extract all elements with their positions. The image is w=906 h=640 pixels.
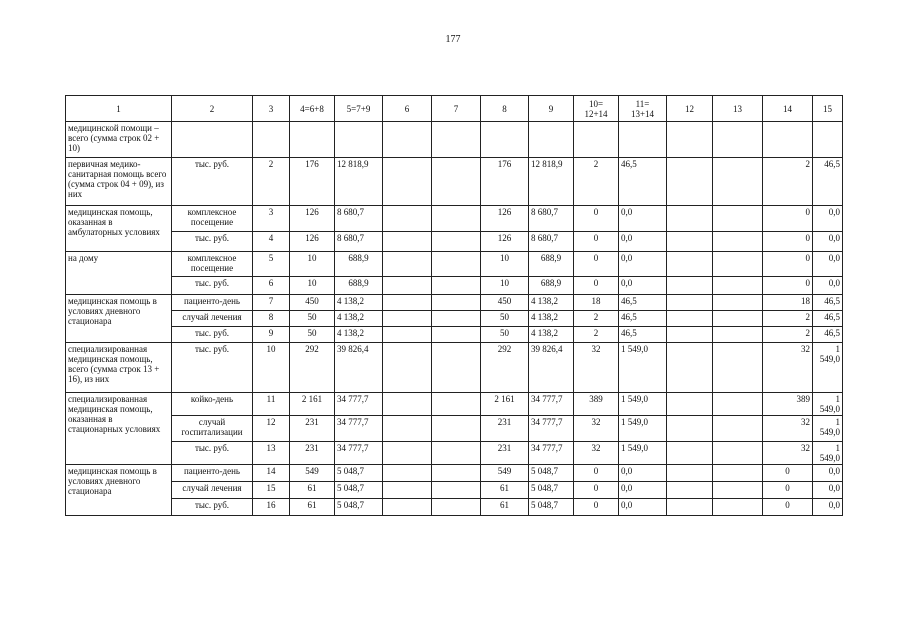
value-cell: 39 826,4 xyxy=(529,343,574,393)
value-cell: 46,5 xyxy=(619,311,667,327)
empty-cell xyxy=(383,252,432,277)
value-cell: 32 xyxy=(574,442,619,465)
empty-cell xyxy=(432,343,481,393)
value-cell: 2 xyxy=(763,311,813,327)
empty-cell xyxy=(432,465,481,482)
line-number-cell: 4 xyxy=(253,232,290,252)
value-cell: 231 xyxy=(481,442,529,465)
value-cell: 2 161 xyxy=(290,393,335,416)
empty-cell xyxy=(667,158,713,206)
value-cell: 0,0 xyxy=(619,465,667,482)
table-row xyxy=(66,416,843,442)
empty-cell xyxy=(667,499,713,516)
value-cell: 0 xyxy=(574,252,619,277)
row-label: специализированная медицинская помощь, всего (сумма строк 13 + 16), из них xyxy=(66,343,172,393)
value-cell: 34 777,7 xyxy=(529,442,574,465)
value-cell: 2 xyxy=(574,311,619,327)
value-cell xyxy=(290,122,335,158)
value-cell: 4 138,2 xyxy=(529,327,574,343)
unit-cell: случай госпитализации xyxy=(172,416,253,442)
value-cell: 389 xyxy=(763,393,813,416)
value-cell: 688,9 xyxy=(529,277,574,295)
empty-cell xyxy=(713,327,763,343)
empty-cell xyxy=(432,158,481,206)
value-cell: 0,0 xyxy=(619,232,667,252)
unit-cell: случай лечения xyxy=(172,311,253,327)
column-header: 11= 13+14 xyxy=(619,96,667,122)
line-number-cell: 16 xyxy=(253,499,290,516)
value-cell: 1 549,0 xyxy=(619,442,667,465)
line-number-cell: 12 xyxy=(253,416,290,442)
value-cell: 32 xyxy=(574,416,619,442)
value-cell: 5 048,7 xyxy=(529,482,574,499)
value-cell: 4 138,2 xyxy=(529,311,574,327)
value-cell xyxy=(574,122,619,158)
table-row xyxy=(66,499,843,516)
value-cell: 1 549,0 xyxy=(619,393,667,416)
unit-cell xyxy=(172,122,253,158)
value-cell: 0 xyxy=(763,482,813,499)
value-cell: 0 xyxy=(763,252,813,277)
value-cell: 292 xyxy=(481,343,529,393)
value-cell: 46,5 xyxy=(619,327,667,343)
column-header: 8 xyxy=(481,96,529,122)
empty-cell xyxy=(667,442,713,465)
line-number-cell: 2 xyxy=(253,158,290,206)
empty-cell xyxy=(432,232,481,252)
value-cell: 34 777,7 xyxy=(529,416,574,442)
value-cell: 231 xyxy=(290,442,335,465)
value-cell: 0,0 xyxy=(619,482,667,499)
empty-cell xyxy=(383,295,432,311)
value-cell: 126 xyxy=(290,232,335,252)
value-cell: 46,5 xyxy=(813,158,843,206)
table-row xyxy=(66,442,843,465)
empty-cell xyxy=(667,277,713,295)
value-cell: 61 xyxy=(481,499,529,516)
value-cell: 2 161 xyxy=(481,393,529,416)
table-row xyxy=(66,295,843,311)
unit-cell: тыс. руб. xyxy=(172,499,253,516)
line-number-cell: 11 xyxy=(253,393,290,416)
value-cell: 50 xyxy=(290,311,335,327)
table-row xyxy=(66,206,843,232)
value-cell: 8 680,7 xyxy=(529,206,574,232)
value-cell: 2 xyxy=(763,327,813,343)
unit-cell: тыс. руб. xyxy=(172,277,253,295)
value-cell: 389 xyxy=(574,393,619,416)
table-row xyxy=(66,158,843,206)
value-cell: 176 xyxy=(290,158,335,206)
value-cell: 0 xyxy=(574,482,619,499)
empty-cell xyxy=(713,158,763,206)
value-cell: 32 xyxy=(574,343,619,393)
row-label: медицинской помощи – всего (сумма строк 02 + 10) xyxy=(66,122,172,158)
table-row xyxy=(66,393,843,416)
value-cell: 5 048,7 xyxy=(529,499,574,516)
value-cell xyxy=(335,122,383,158)
empty-cell xyxy=(713,482,763,499)
value-cell: 46,5 xyxy=(813,327,843,343)
empty-cell xyxy=(667,122,713,158)
table-row xyxy=(66,465,843,482)
value-cell: 46,5 xyxy=(619,158,667,206)
value-cell: 0 xyxy=(763,232,813,252)
empty-cell xyxy=(383,277,432,295)
value-cell: 34 777,7 xyxy=(335,393,383,416)
row-label: специализированная медицинская помощь, оказанная в стационарных условиях xyxy=(66,393,172,465)
line-number-cell: 15 xyxy=(253,482,290,499)
value-cell: 50 xyxy=(481,327,529,343)
line-number-cell: 5 xyxy=(253,252,290,277)
value-cell: 0 xyxy=(763,277,813,295)
value-cell: 126 xyxy=(290,206,335,232)
value-cell: 549 xyxy=(290,465,335,482)
empty-cell xyxy=(713,311,763,327)
value-cell: 32 xyxy=(763,416,813,442)
empty-cell xyxy=(383,232,432,252)
value-cell: 0,0 xyxy=(813,252,843,277)
value-cell: 5 048,7 xyxy=(335,499,383,516)
empty-cell xyxy=(383,158,432,206)
value-cell: 39 826,4 xyxy=(335,343,383,393)
empty-cell xyxy=(667,393,713,416)
value-cell: 688,9 xyxy=(335,252,383,277)
value-cell: 0 xyxy=(574,499,619,516)
value-cell: 46,5 xyxy=(619,295,667,311)
unit-cell: пациенто-день xyxy=(172,295,253,311)
value-cell: 5 048,7 xyxy=(335,482,383,499)
empty-cell xyxy=(713,499,763,516)
unit-cell: комплексное посещение xyxy=(172,252,253,277)
value-cell: 5 048,7 xyxy=(335,465,383,482)
empty-cell xyxy=(383,393,432,416)
unit-cell: тыс. руб. xyxy=(172,232,253,252)
table-row xyxy=(66,311,843,327)
value-cell: 18 xyxy=(763,295,813,311)
value-cell: 1 549,0 xyxy=(813,343,843,393)
empty-cell xyxy=(713,232,763,252)
value-cell: 10 xyxy=(290,277,335,295)
value-cell: 0 xyxy=(574,277,619,295)
line-number-cell: 14 xyxy=(253,465,290,482)
empty-cell xyxy=(667,343,713,393)
empty-cell xyxy=(713,393,763,416)
value-cell: 50 xyxy=(481,311,529,327)
value-cell: 10 xyxy=(290,252,335,277)
value-cell: 1 549,0 xyxy=(619,416,667,442)
value-cell: 0,0 xyxy=(619,206,667,232)
value-cell: 176 xyxy=(481,158,529,206)
empty-cell xyxy=(667,311,713,327)
value-cell: 0 xyxy=(574,206,619,232)
value-cell xyxy=(481,122,529,158)
value-cell: 688,9 xyxy=(529,252,574,277)
value-cell: 0,0 xyxy=(813,482,843,499)
value-cell: 61 xyxy=(290,499,335,516)
empty-cell xyxy=(383,442,432,465)
empty-cell xyxy=(432,277,481,295)
empty-cell xyxy=(383,343,432,393)
empty-cell xyxy=(713,295,763,311)
value-cell: 8 680,7 xyxy=(335,232,383,252)
empty-cell xyxy=(713,277,763,295)
empty-cell xyxy=(713,442,763,465)
value-cell: 50 xyxy=(290,327,335,343)
empty-cell xyxy=(432,252,481,277)
line-number-cell: 9 xyxy=(253,327,290,343)
empty-cell xyxy=(432,416,481,442)
value-cell: 0,0 xyxy=(813,232,843,252)
empty-cell xyxy=(383,327,432,343)
table-row xyxy=(66,482,843,499)
empty-cell xyxy=(432,499,481,516)
value-cell: 126 xyxy=(481,206,529,232)
value-cell: 0 xyxy=(763,465,813,482)
column-header: 4=6+8 xyxy=(290,96,335,122)
value-cell xyxy=(763,122,813,158)
line-number-cell: 7 xyxy=(253,295,290,311)
line-number-cell: 3 xyxy=(253,206,290,232)
value-cell: 46,5 xyxy=(813,311,843,327)
line-number-cell: 6 xyxy=(253,277,290,295)
unit-cell: комплексное посещение xyxy=(172,206,253,232)
empty-cell xyxy=(383,206,432,232)
unit-cell: тыс. руб. xyxy=(172,343,253,393)
value-cell: 4 138,2 xyxy=(335,327,383,343)
empty-cell xyxy=(713,252,763,277)
row-label: медицинская помощь, оказанная в амбулаторных условиях xyxy=(66,206,172,252)
empty-cell xyxy=(713,465,763,482)
value-cell: 4 138,2 xyxy=(335,311,383,327)
data-table xyxy=(65,95,843,516)
column-header: 2 xyxy=(172,96,253,122)
empty-cell xyxy=(667,465,713,482)
value-cell: 12 818,9 xyxy=(335,158,383,206)
empty-cell xyxy=(432,482,481,499)
column-header: 3 xyxy=(253,96,290,122)
table-row xyxy=(66,327,843,343)
empty-cell xyxy=(383,416,432,442)
value-cell: 450 xyxy=(481,295,529,311)
value-cell: 10 xyxy=(481,252,529,277)
value-cell: 10 xyxy=(481,277,529,295)
row-label: медицинская помощь в условиях дневного стационара xyxy=(66,295,172,343)
value-cell: 231 xyxy=(481,416,529,442)
value-cell: 0,0 xyxy=(813,206,843,232)
empty-cell xyxy=(432,206,481,232)
value-cell: 8 680,7 xyxy=(529,232,574,252)
empty-cell xyxy=(383,499,432,516)
value-cell: 1 549,0 xyxy=(813,393,843,416)
value-cell: 34 777,7 xyxy=(335,416,383,442)
value-cell: 61 xyxy=(481,482,529,499)
column-header: 7 xyxy=(432,96,481,122)
empty-cell xyxy=(432,327,481,343)
value-cell: 0,0 xyxy=(813,499,843,516)
value-cell: 46,5 xyxy=(813,295,843,311)
column-header: 15 xyxy=(813,96,843,122)
unit-cell: пациенто-день xyxy=(172,465,253,482)
empty-cell xyxy=(667,416,713,442)
empty-cell xyxy=(667,206,713,232)
table-row xyxy=(66,277,843,295)
value-cell: 0 xyxy=(763,499,813,516)
line-number-cell: 13 xyxy=(253,442,290,465)
value-cell: 4 138,2 xyxy=(529,295,574,311)
value-cell: 0,0 xyxy=(619,277,667,295)
value-cell: 2 xyxy=(763,158,813,206)
empty-cell xyxy=(713,122,763,158)
empty-cell xyxy=(432,442,481,465)
value-cell: 688,9 xyxy=(335,277,383,295)
value-cell: 1 549,0 xyxy=(619,343,667,393)
unit-cell: тыс. руб. xyxy=(172,158,253,206)
value-cell: 12 818,9 xyxy=(529,158,574,206)
value-cell: 0 xyxy=(763,206,813,232)
empty-cell xyxy=(383,122,432,158)
empty-cell xyxy=(383,482,432,499)
empty-cell xyxy=(432,295,481,311)
value-cell: 18 xyxy=(574,295,619,311)
empty-cell xyxy=(667,232,713,252)
value-cell: 0,0 xyxy=(619,252,667,277)
empty-cell xyxy=(667,482,713,499)
value-cell: 231 xyxy=(290,416,335,442)
header-row xyxy=(66,96,843,122)
unit-cell: случай лечения xyxy=(172,482,253,499)
value-cell: 34 777,7 xyxy=(529,393,574,416)
line-number-cell: 10 xyxy=(253,343,290,393)
value-cell: 1 549,0 xyxy=(813,442,843,465)
table-row xyxy=(66,252,843,277)
value-cell: 0,0 xyxy=(813,277,843,295)
unit-cell: тыс. руб. xyxy=(172,442,253,465)
empty-cell xyxy=(383,465,432,482)
value-cell: 8 680,7 xyxy=(335,206,383,232)
column-header: 1 xyxy=(66,96,172,122)
value-cell xyxy=(619,122,667,158)
unit-cell: койко-день xyxy=(172,393,253,416)
column-header: 14 xyxy=(763,96,813,122)
value-cell: 2 xyxy=(574,327,619,343)
column-header: 13 xyxy=(713,96,763,122)
value-cell: 549 xyxy=(481,465,529,482)
empty-cell xyxy=(667,252,713,277)
value-cell: 5 048,7 xyxy=(529,465,574,482)
row-label: первичная медико-санитарная помощь всего (сумма строк 04 + 09), из них xyxy=(66,158,172,206)
value-cell: 34 777,7 xyxy=(335,442,383,465)
value-cell: 0 xyxy=(574,465,619,482)
value-cell: 450 xyxy=(290,295,335,311)
column-header: 5=7+9 xyxy=(335,96,383,122)
table-row xyxy=(66,343,843,393)
value-cell: 126 xyxy=(481,232,529,252)
value-cell: 61 xyxy=(290,482,335,499)
line-number-cell xyxy=(253,122,290,158)
value-cell: 0 xyxy=(574,232,619,252)
value-cell xyxy=(813,122,843,158)
empty-cell xyxy=(667,295,713,311)
column-header: 10= 12+14 xyxy=(574,96,619,122)
value-cell: 292 xyxy=(290,343,335,393)
value-cell: 2 xyxy=(574,158,619,206)
empty-cell xyxy=(383,311,432,327)
value-cell: 0,0 xyxy=(813,465,843,482)
column-header: 6 xyxy=(383,96,432,122)
row-label: медицинская помощь в условиях дневного стационара xyxy=(66,465,172,516)
table-row xyxy=(66,122,843,158)
value-cell xyxy=(529,122,574,158)
empty-cell xyxy=(432,393,481,416)
value-cell: 1 549,0 xyxy=(813,416,843,442)
value-cell: 0,0 xyxy=(619,499,667,516)
table-row xyxy=(66,232,843,252)
empty-cell xyxy=(713,416,763,442)
empty-cell xyxy=(432,311,481,327)
column-header: 12 xyxy=(667,96,713,122)
value-cell: 32 xyxy=(763,343,813,393)
value-cell: 4 138,2 xyxy=(335,295,383,311)
empty-cell xyxy=(713,206,763,232)
line-number-cell: 8 xyxy=(253,311,290,327)
empty-cell xyxy=(432,122,481,158)
value-cell: 32 xyxy=(763,442,813,465)
empty-cell xyxy=(713,343,763,393)
page-number: 177 xyxy=(445,34,461,45)
unit-cell: тыс. руб. xyxy=(172,327,253,343)
row-label: на дому xyxy=(66,252,172,295)
column-header: 9 xyxy=(529,96,574,122)
empty-cell xyxy=(667,327,713,343)
